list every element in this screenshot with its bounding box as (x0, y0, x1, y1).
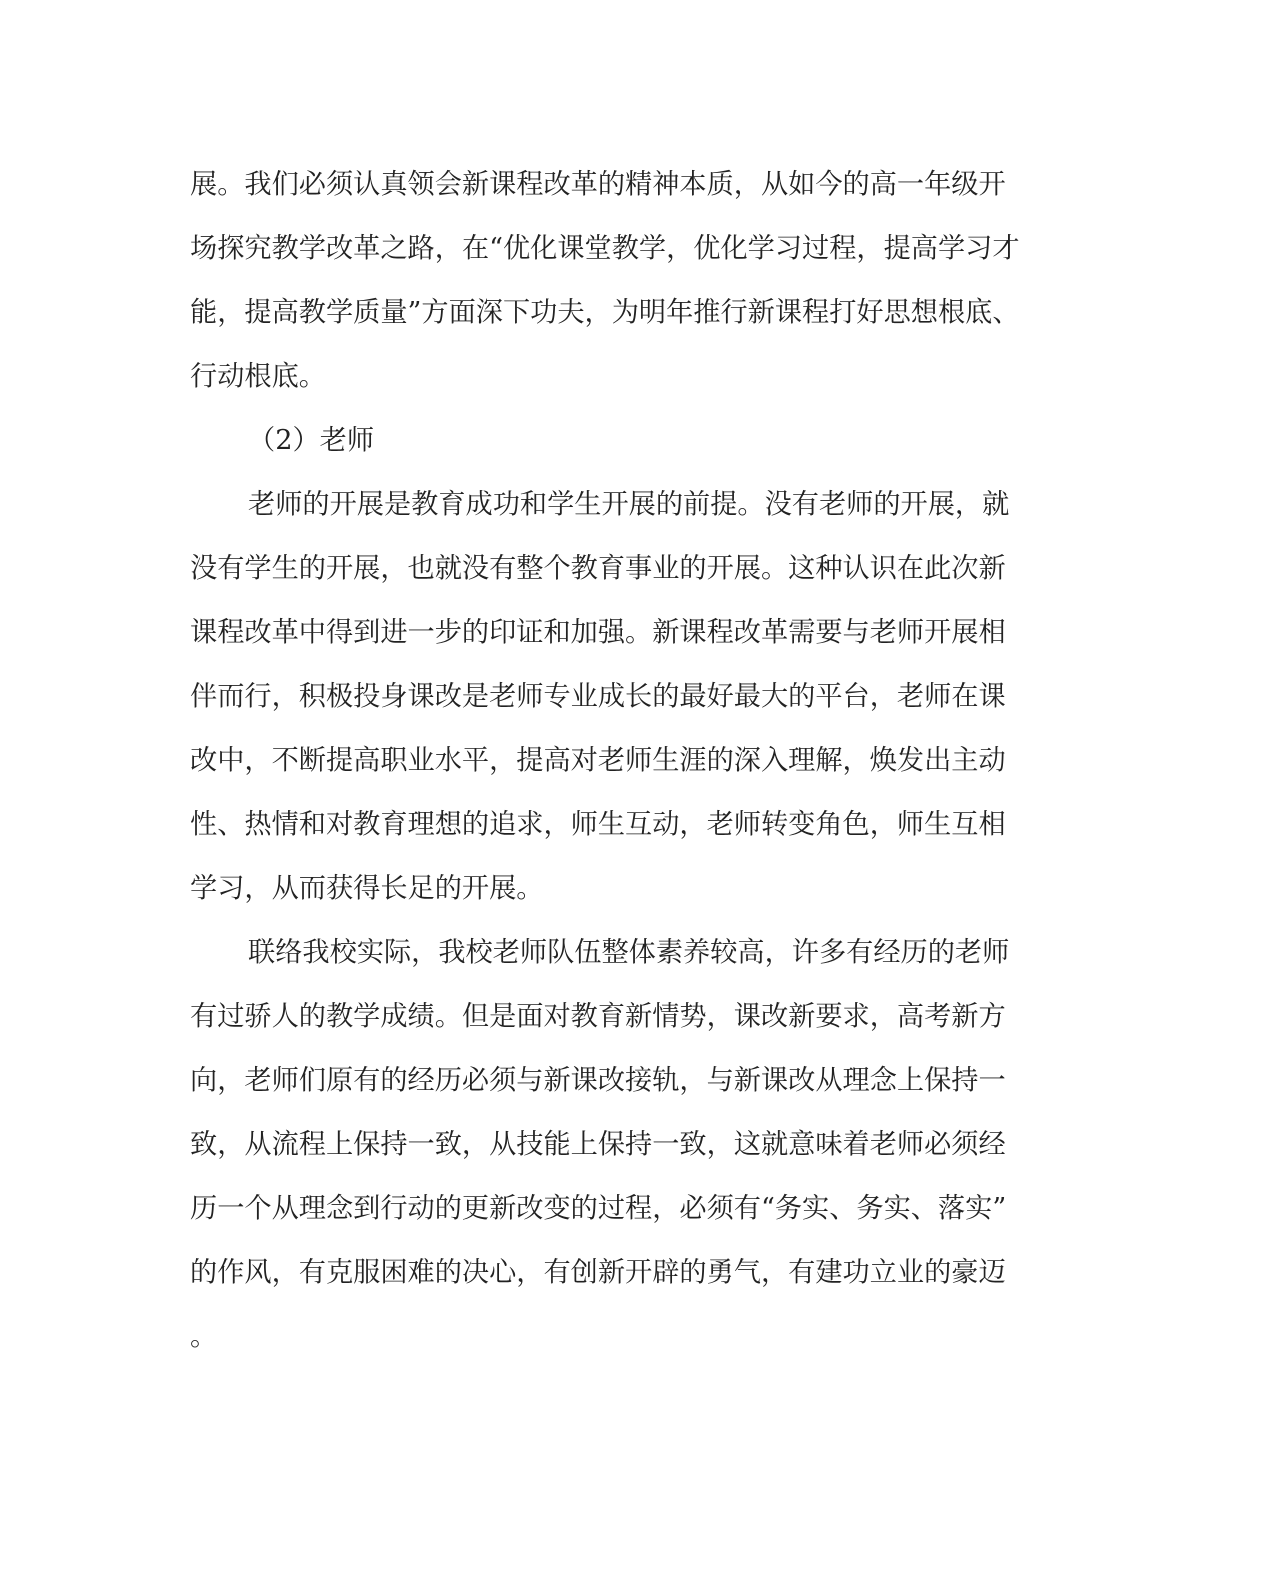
paragraph-line: 联络我校实际，我校老师队伍整体素养较高，许多有经历的老师 (248, 937, 1010, 968)
paragraph-line: 。 (190, 1321, 218, 1352)
paragraph-line: 没有学生的开展，也就没有整个教育事业的开展。这种认识在此次新 (190, 553, 1006, 584)
paragraph-line: 有过骄人的教学成绩。但是面对教育新情势，课改新要求，高考新方 (190, 1001, 1006, 1032)
paragraph-line: 致，从流程上保持一致，从技能上保持一致，这就意味着老师必须经 (190, 1129, 1006, 1160)
paragraph-line: 场探究教学改革之路，在“优化课堂教学，优化学习过程，提高学习才 (190, 233, 1020, 264)
section-heading: （2）老师 (248, 425, 375, 456)
paragraph-line: 向，老师们原有的经历必须与新课改接轨，与新课改从理念上保持一 (190, 1065, 1006, 1096)
paragraph-line: 能，提高教学质量”方面深下功夫，为明年推行新课程打好思想根底、 (190, 297, 1020, 328)
paragraph-line: 行动根底。 (190, 361, 326, 392)
paragraph-line: 学习，从而获得长足的开展。 (190, 873, 544, 904)
paragraph-line: 历一个从理念到行动的更新改变的过程，必须有“务实、务实、落实” (190, 1193, 1007, 1224)
paragraph-line: 改中，不断提高职业水平，提高对老师生涯的深入理解，焕发出主动 (190, 745, 1006, 776)
paragraph-line: 的作风，有克服困难的决心，有创新开辟的勇气，有建功立业的豪迈 (190, 1257, 1006, 1288)
paragraph-line: 伴而行，积极投身课改是老师专业成长的最好最大的平台，老师在课 (190, 681, 1006, 712)
paragraph-line: 课程改革中得到进一步的印证和加强。新课程改革需要与老师开展相 (190, 617, 1006, 648)
paragraph-line: 性、热情和对教育理想的追求，师生互动，老师转变角色，师生互相 (190, 809, 1006, 840)
paragraph-line: 展。我们必须认真领会新课程改革的精神本质，从如今的高一年级开 (190, 169, 1006, 200)
paragraph-line: 老师的开展是教育成功和学生开展的前提。没有老师的开展，就 (248, 489, 1010, 520)
